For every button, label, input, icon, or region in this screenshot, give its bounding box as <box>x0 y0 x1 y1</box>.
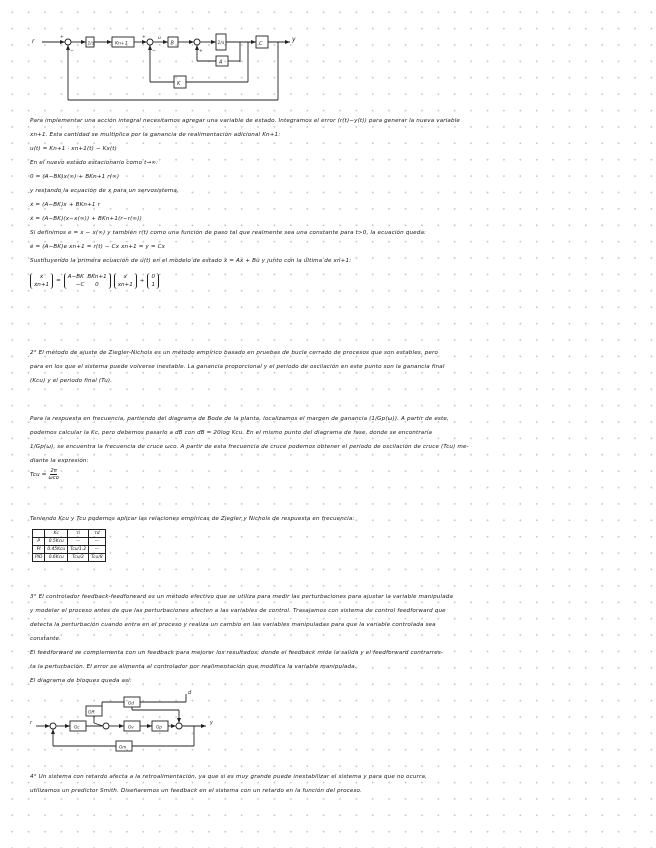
zn-table <box>32 529 106 562</box>
table-cell: 0.5Kcu <box>45 538 68 546</box>
s3-line: El diagrama de bloques queda así: <box>30 678 132 684</box>
s2-p1-line: 2° El método de ajuste de Ziegler-Nichols es un método empírico basado en pruebas de bucle cerrado de procesos que son estables, pero <box>30 350 439 356</box>
state-vector <box>114 273 137 289</box>
rhs-0: 0 <box>151 274 156 280</box>
s1-line: En el nuevo estado estacionario como t→∞: <box>30 160 159 166</box>
u-signal-label: u <box>158 36 161 41</box>
s2-p2-line: 1/Gp(ω), se encuentra la frecuencia de cruce ωco. A partir de esta frecuencia de cruce podemos obtener el periodo de oscilación de cruce (Tcu) me- <box>30 444 469 450</box>
s1-line: Sustituyendo la primera ecuación de u(t) en el modelo de estado ẋ = Ax + Bu y junto con la última de xn+1: <box>30 258 352 264</box>
m11: A−BK <box>67 274 84 280</box>
gd-block: Gd <box>128 700 134 706</box>
a-block: A <box>219 59 223 66</box>
table-cell: Tcu/2 <box>68 554 89 562</box>
table-cell: — <box>68 538 89 546</box>
s1-line: ẋ = (A−BK)x + BKn+1 r <box>30 202 101 208</box>
s2-p2-line: podemos calcular la Kc, pero debemos pasarlo a dB con dB = 20log Kcu. En el mismo punto del diagrama de fase, donde se encontraría <box>30 430 433 436</box>
sum2-minus-sign: − <box>152 49 156 54</box>
section-3-feedforward <box>30 590 630 688</box>
section-1-integral-action <box>30 114 630 268</box>
integrator-block-2: 1/s <box>217 41 225 46</box>
sum2-plus-sign: + <box>142 35 146 40</box>
b-block: B <box>170 40 174 47</box>
m21: −C <box>75 282 85 288</box>
matrix-row-2 <box>68 281 107 289</box>
table-cell: PID <box>33 554 45 562</box>
gm-block: Gm <box>119 744 127 750</box>
section-2-frequency-response <box>30 412 630 482</box>
gff-block: Gff <box>88 709 95 715</box>
lhs-xn1-dot: ẋn+1 <box>34 282 50 288</box>
formula-fraction <box>49 468 59 481</box>
s2-p2-line: diante la expresión: <box>30 458 89 464</box>
table-header-row <box>33 530 106 538</box>
section-2-ziegler-nichols <box>30 346 630 388</box>
gc-block: Gc <box>74 724 80 730</box>
formula-numerator: 2π <box>50 468 57 474</box>
s1-line: y restando la ecuación de x para un servosistema, <box>30 188 179 194</box>
table-cell: 0.45Kcu <box>45 546 68 554</box>
m22: 0 <box>95 282 99 288</box>
table-cell: PI <box>33 546 45 554</box>
table-row <box>33 538 106 546</box>
diagram2-output-label: y <box>210 720 213 726</box>
plus-sign: + <box>139 278 145 284</box>
formula-denominator: ωco <box>48 475 59 481</box>
rhs-1: 1 <box>151 282 156 288</box>
block-diagram-integral-control <box>28 28 318 108</box>
k-block: K <box>177 81 181 87</box>
table-header-cell <box>33 530 45 538</box>
section-2-table-intro <box>30 512 630 526</box>
diagram1-input-label: r <box>32 38 35 45</box>
s3-line: El feedforward se complementa con un feedback para mejorar los resultados, donde el feedback mide la salida y el feedforward contrarres- <box>30 650 444 656</box>
kn1-block: Kn+1 <box>115 41 128 47</box>
table-row <box>33 546 106 554</box>
s3-line: detecta la perturbación cuando entra en el proceso y realiza un cambio en las variables manipuladas para que la variable controlada sea <box>30 622 436 628</box>
s1-line: ė = (A−BK)e xn+1 = r(t) − Cx xn+1 = y = Cx <box>30 244 166 250</box>
s4-line: 4° Un sistema con retardo afecta a la retroalimentación, ya que si es muy grande puede inestabilizar el sistema y para que no ocurra, <box>30 774 427 780</box>
s1-line: ẋ = (A−BK)(x−x(∞)) + BKn+1(r−r(∞)) <box>30 216 142 222</box>
table-cell: 0.6Kcu <box>45 554 68 562</box>
sum1-minus-sign: − <box>70 49 74 54</box>
s2-p3-line: Teniendo Kcu y Tcu podemos aplicar las relaciones empíricas de Ziegler y Nichols de respuesta en frecuencia: <box>30 516 355 522</box>
s3-line: y modelar el proceso antes de que las perturbaciones afecten a las variables de control. Trasajamos con sistema de control feedforward que <box>30 608 446 614</box>
table-cell: — <box>89 538 106 546</box>
s1-line: 0 = (A−BK)x(∞) + BKn+1 r(∞) <box>30 174 120 180</box>
block-diagram-feedforward-svg <box>28 688 228 754</box>
table-header-cell: Kc <box>45 530 68 538</box>
disturbance-label: d <box>188 690 192 696</box>
section-4-smith-predictor <box>30 770 630 798</box>
augmented-state-equation <box>30 273 159 289</box>
sum3-plus-sign: + <box>199 49 203 54</box>
tcu-formula <box>30 468 630 482</box>
s3-line: ta la perturbación. El error se alimenta al controlador por realimentación que modifica la variable manipulada. <box>30 664 357 670</box>
c-block: C <box>259 41 263 47</box>
table-cell: — <box>89 546 106 554</box>
s2-p1-line: para en los que el sistema puede volverse inestable. La ganancia proporcional y el periodo de oscilación en este punto son la ganancia final <box>30 364 445 370</box>
sum1-plus-sign: + <box>60 35 64 40</box>
table-cell: Tcu/8 <box>89 554 106 562</box>
table-row <box>33 554 106 562</box>
integrator-block-1: 1/s <box>87 41 95 47</box>
s4-line: utilizamos un predictor Smith. Diseñaremos un feedback en el sistema con un retardo en la función del proceso. <box>30 788 363 794</box>
equals-sign: = <box>56 278 61 284</box>
input-vector <box>147 273 159 289</box>
table-header-cell: τd <box>89 530 106 538</box>
lhs-vector <box>30 273 53 289</box>
diagram2-input-label: r <box>30 720 33 726</box>
s3-line: 3° El controlador feedback-feedforward es un método efectivo que se utiliza para medir las perturbaciones para ajustar la variable manipulada <box>30 594 454 600</box>
ziegler-nichols-table <box>32 529 106 562</box>
gv-block: Gv <box>128 724 134 730</box>
s2-p2-line: Para la respuesta en frecuencia, partiendo del diagrama de Bode de la planta, localizamos el margen de ganancia (1/Gp(ω)). A partir de este, <box>30 416 449 422</box>
vec-xn1: xn+1 <box>117 282 133 288</box>
table-cell: P <box>33 538 45 546</box>
system-matrix <box>64 273 111 289</box>
block-diagram-integral-control-svg <box>28 28 318 108</box>
vec-x: x <box>123 274 127 280</box>
table-header-cell: τi <box>68 530 89 538</box>
block-diagram-feedforward <box>28 688 228 754</box>
gp-block: Gp <box>156 724 162 730</box>
m12: BKn+1 <box>87 274 107 280</box>
lhs-x-dot: ẋ <box>39 274 44 280</box>
s3-line: constante. <box>30 636 62 642</box>
matrix-row-1 <box>68 273 107 281</box>
s1-line: Para implementar una acción integral necesitamos agregar una variable de estado. Integramos el error (r(t)−y(t)) para generar la nueva variable <box>30 118 460 124</box>
s2-p1-line: (Kcu) y el periodo final (Tu). <box>30 378 113 384</box>
s1-line: xn+1. Esta cantidad se multiplica por la ganancia de realimentación adicional Kn+1: <box>30 132 281 138</box>
formula-lhs: Tcu = <box>30 472 47 478</box>
diagram1-output-label: y <box>292 36 296 43</box>
table-cell: Tcu/1.2 <box>68 546 89 554</box>
s1-line: Si definimos e = x − x(∞) y también r(t) como una función de paso tal que realmente sea una constante para t>0, la ecuación queda: <box>30 230 427 236</box>
s1-line: u(t) = Kn+1 · xn+1(t) − Kx(t) <box>30 146 117 152</box>
